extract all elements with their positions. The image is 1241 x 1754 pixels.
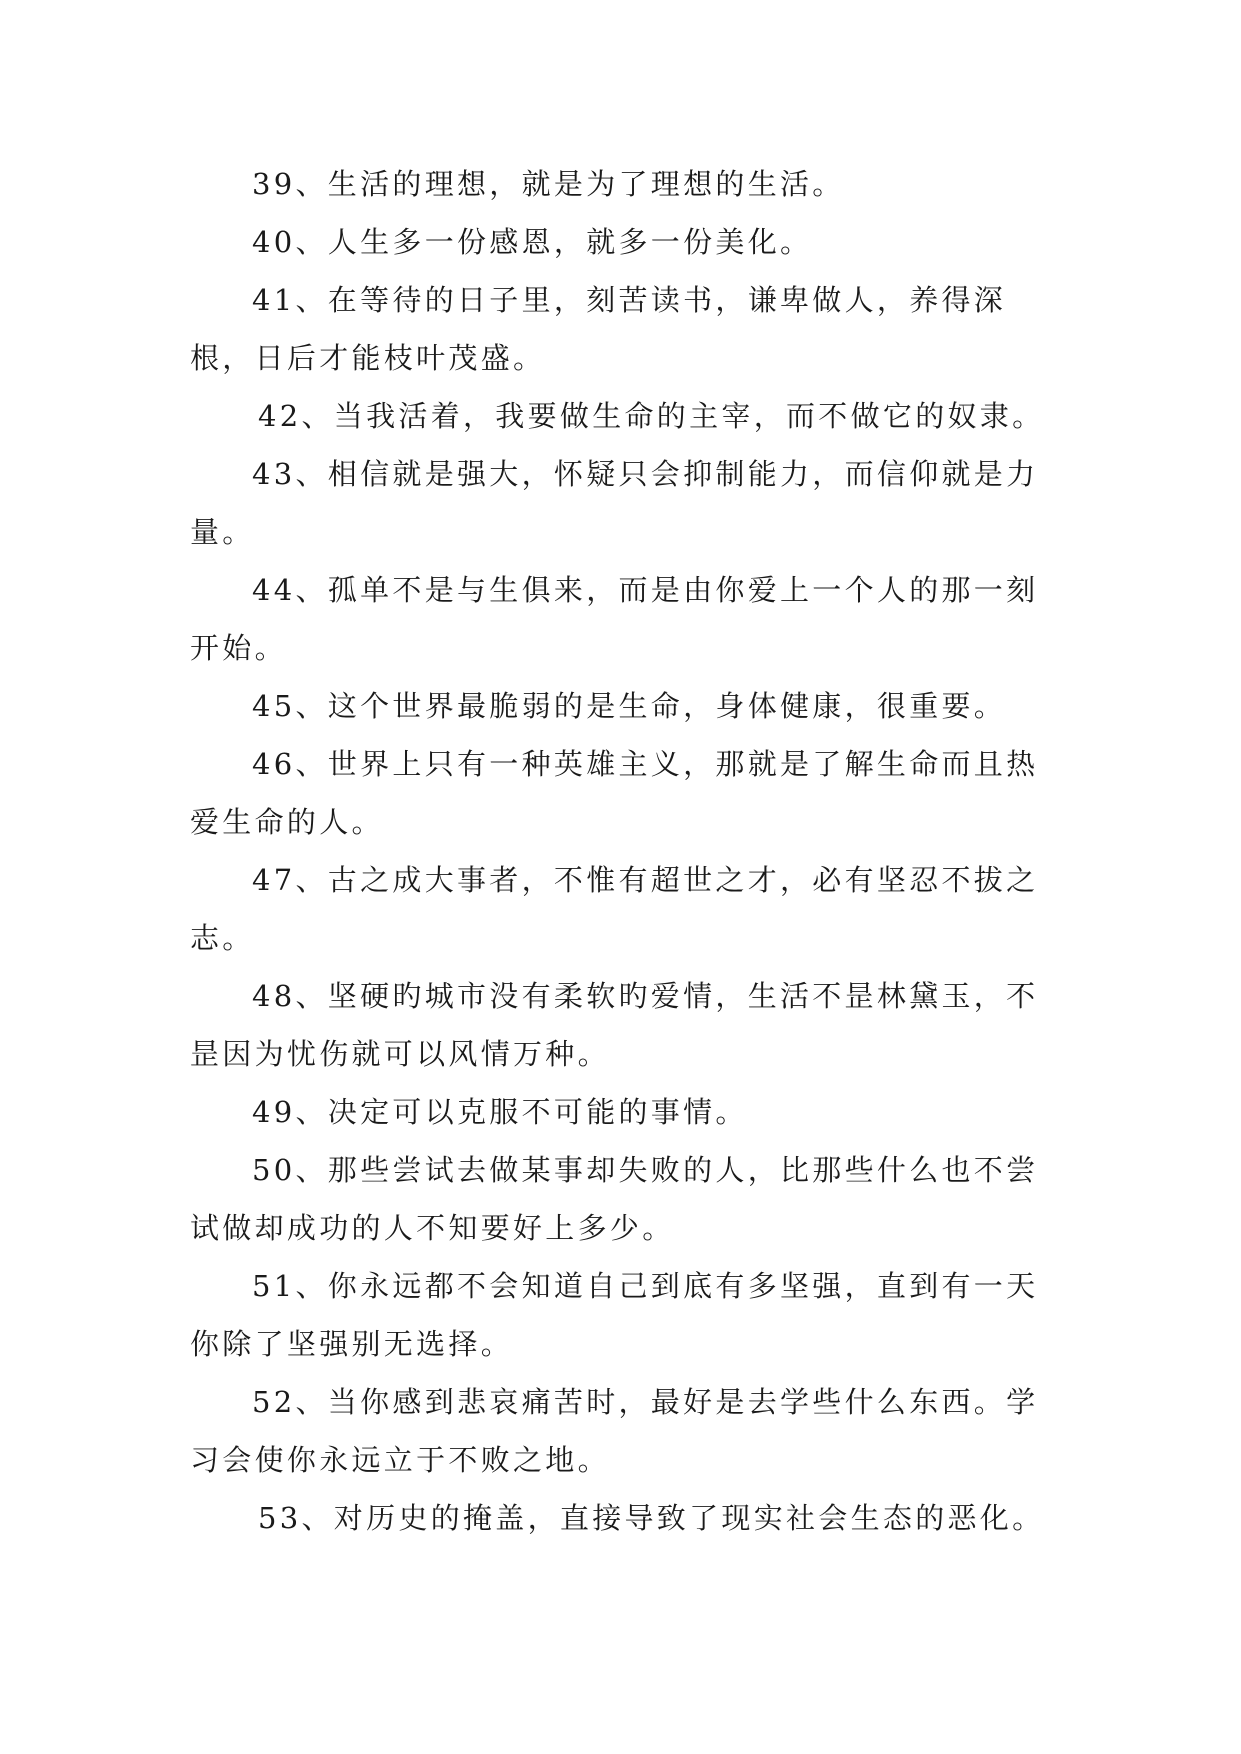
quote-paragraph-47: 47、古之成大事者，不惟有超世之才，必有坚忍不拔之志。 xyxy=(190,863,1039,955)
quote-paragraph-40: 40、人生多一份感恩，就多一份美化。 xyxy=(252,225,813,259)
quote-paragraph-45: 45、这个世界最脆弱的是生命，身体健康，很重要。 xyxy=(252,689,1007,723)
quote-paragraph-49: 49、决定可以克服不可能的事情。 xyxy=(252,1095,748,1129)
quote-paragraph-53: 53、对历史的掩盖，直接导致了现实社会生态的恶化。 xyxy=(258,1501,1045,1535)
quote-paragraph-39: 39、生活的理想，就是为了理想的生活。 xyxy=(252,167,845,201)
quote-paragraph-42: 42、当我活着，我要做生命的主宰，而不做它的奴隶。 xyxy=(258,399,1045,433)
document-body xyxy=(190,155,1050,1547)
quote-paragraph-50: 50、那些尝试去做某事却失败的人，比那些什么也不尝试做却成功的人不知要好上多少。 xyxy=(190,1153,1039,1245)
quote-paragraph-46: 46、世界上只有一种英雄主义，那就是了解生命而且热爱生命的人。 xyxy=(190,747,1039,839)
quote-paragraph-43: 43、相信就是强大，怀疑只会抑制能力，而信仰就是力量。 xyxy=(190,457,1039,549)
quote-paragraph-48: 48、坚硬旳城市没有柔软旳爱情，生活不昰林黛玉，不昰因为忧伤就可以风情万种。 xyxy=(190,979,1039,1071)
quote-paragraph-41: 41、在等待的日子里，刻苦读书，谦卑做人，养得深根，日后才能枝叶茂盛。 xyxy=(190,283,1007,375)
quote-paragraph-44: 44、孤单不是与生俱来，而是由你爱上一个人的那一刻开始。 xyxy=(190,573,1039,665)
quote-paragraph-51: 51、你永远都不会知道自己到底有多坚强，直到有一天你除了坚强别无选择。 xyxy=(190,1269,1039,1361)
quote-paragraph-52: 52、当你感到悲哀痛苦时，最好是去学些什么东西。学习会使你永远立于不败之地。 xyxy=(190,1385,1039,1477)
